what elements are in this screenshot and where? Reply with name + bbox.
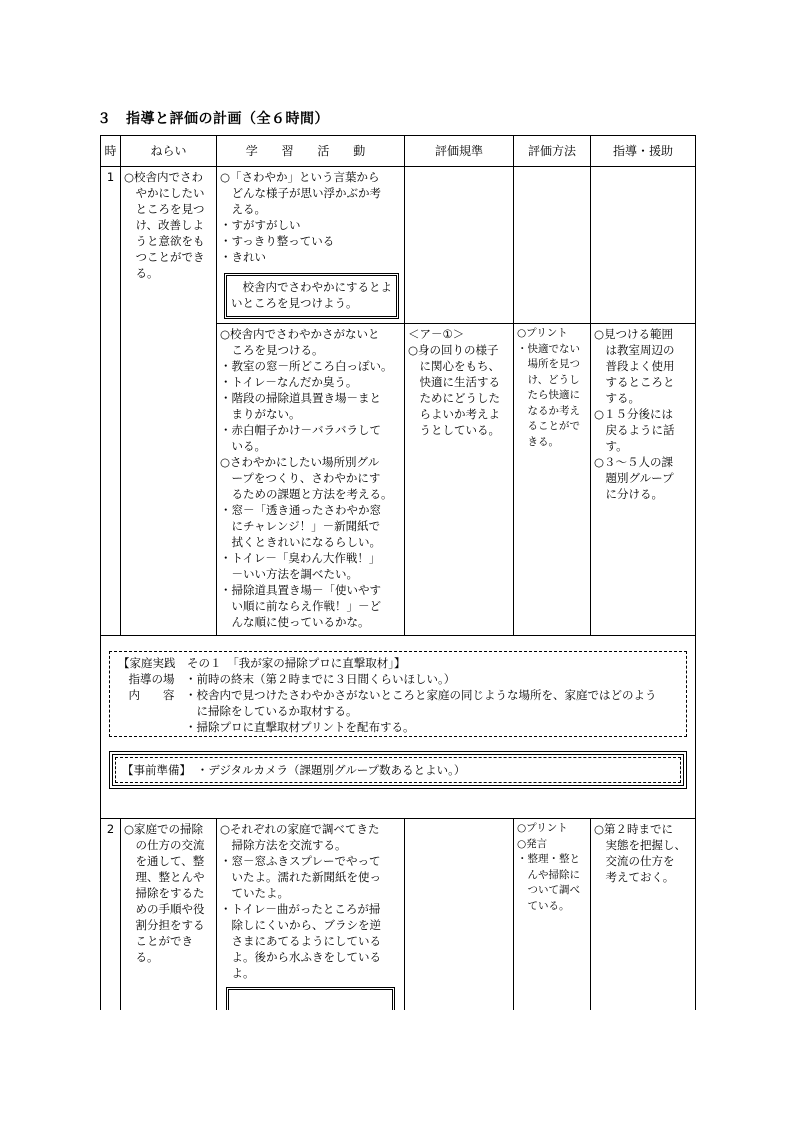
table-header-row: [101, 136, 696, 167]
home-practice-title: 【家庭実践 その１ 「我が家の掃除プロに直撃取材」】: [118, 656, 406, 670]
page-bottom-margin: [100, 1010, 700, 1123]
row1-support: ○見つける範囲 は教室周辺の 普段よく使用 するところと する。 ○１５分後には 戻るように話 す。 ○３～５人の課 題別グループ に分ける。: [591, 324, 696, 636]
home-practice-box: [109, 651, 687, 737]
row1-activity-bottom: ○校舎内でさわやかさがないと ころを見つける。 ・教室の窓－所どころ白っぽい。 ・トイレ－なんだか臭う。 ・階段の掃除道具置き場－まと まりがない。 ・赤白帽子かけ－バラバラして いる。 ○さわやかにしたい場所別グル ープをつくり、さわやかにす るための課題と方法を考える。 ・窓－「透き通ったさわやか窓 にチャレンジ！」－新聞紙で 拭くときれいになるらしい。 ・トイレ－「臭わん大作戦！」 －いい方法を調べたい。 ・掃除道具置き場－「使いやす い順に前ならえ作戦！」－ど んな順に使っているかな。: [217, 324, 405, 636]
row2-time: 2: [101, 819, 121, 1013]
header-activity: 学 習 活 動: [217, 136, 405, 167]
row1-time: 1: [101, 167, 121, 636]
row1-criteria: ＜ア－①＞ ○身の回りの様子 に関心をもち、 快適に生活する ためにどうした らよいか考えよ うとしている。: [405, 324, 514, 636]
home-practice-cell: [101, 636, 696, 819]
prep-inner: [115, 757, 681, 783]
row1-method-empty: [514, 167, 591, 324]
row1-activity-top: [217, 167, 405, 324]
table-row: [101, 819, 696, 1013]
header-method: 評価方法: [514, 136, 591, 167]
header-support: 指導・援助: [591, 136, 696, 167]
home-label-content: 内 容: [128, 688, 175, 702]
prep-text: ・デジタルカメラ（課題別グループ数あるとよい。）: [185, 763, 466, 777]
row2-task-box-top: [226, 987, 395, 1010]
home-text-place: ・前時の終末（第２時までに３日間くらいほしい。）: [185, 672, 456, 686]
row2-criteria: [405, 819, 514, 1013]
section-heading: ３ 指導と評価の計画（全６時間）: [97, 111, 329, 127]
row2-support: ○第２時までに 実態を把握し、 交流の仕方を 考えておく。: [591, 819, 696, 1013]
row1-aim: ○校舎内でさわ やかにしたい ところを見つ け、改善しよ うと意欲をも つことができ る。: [121, 167, 217, 636]
row2-aim: ○家庭での掃除 の仕方の交流 を通して、整 理、整とんや 掃除をするた めの手順や役 割分担をする ことができ る。: [121, 819, 217, 1013]
plan-table: [100, 135, 696, 1013]
row2-method: ○プリント ○発言 ・整理・整と んや掃除に ついて調べ ている。: [514, 819, 591, 1013]
header-time: 時: [101, 136, 121, 167]
row2-activity: [217, 819, 405, 1013]
prep-label: 【事前準備】: [122, 763, 186, 777]
header-aim: ねらい: [121, 136, 217, 167]
row2-activity-text: ○それぞれの家庭で調べてきた 掃除方法を交流する。 ・窓－窓ふきスプレーでやって いたよ。濡れた新聞紙を使っ ていたよ。 ・トイレ－曲がったところが掃 除しにくいから、ブラシを逆 さまにあてるようにしている よ。後から水ふきをしている よ。: [220, 822, 381, 980]
row1-method: ○プリント ・快適でない 場所を見つ け、どうし たら快適に なるか考え ることがで きる。: [514, 324, 591, 636]
table-row: [101, 167, 696, 324]
row1-criteria-empty: [405, 167, 514, 324]
home-text-content: ・校舎内で見つけたさわやかさがないところと家庭の同じような場所を、家庭ではどのよう に掃除をしているか取材する。 ・掃除プロに直撃取材プリントを配布する。: [185, 688, 657, 734]
prep-box: [109, 751, 687, 789]
row1-activity-intro: ○「さわやか」という言葉から どんな様子が思い浮かぶか考 える。 ・すがすがしい ・すっきり整っている ・きれい: [220, 170, 381, 264]
home-label-place: 指導の場: [128, 672, 175, 686]
table-row: [101, 636, 696, 819]
task-box: 校舎内でさわやかにするとよいところを見つけよう。: [224, 273, 399, 319]
row1-support-empty: [591, 167, 696, 324]
header-criteria: 評価規準: [405, 136, 514, 167]
